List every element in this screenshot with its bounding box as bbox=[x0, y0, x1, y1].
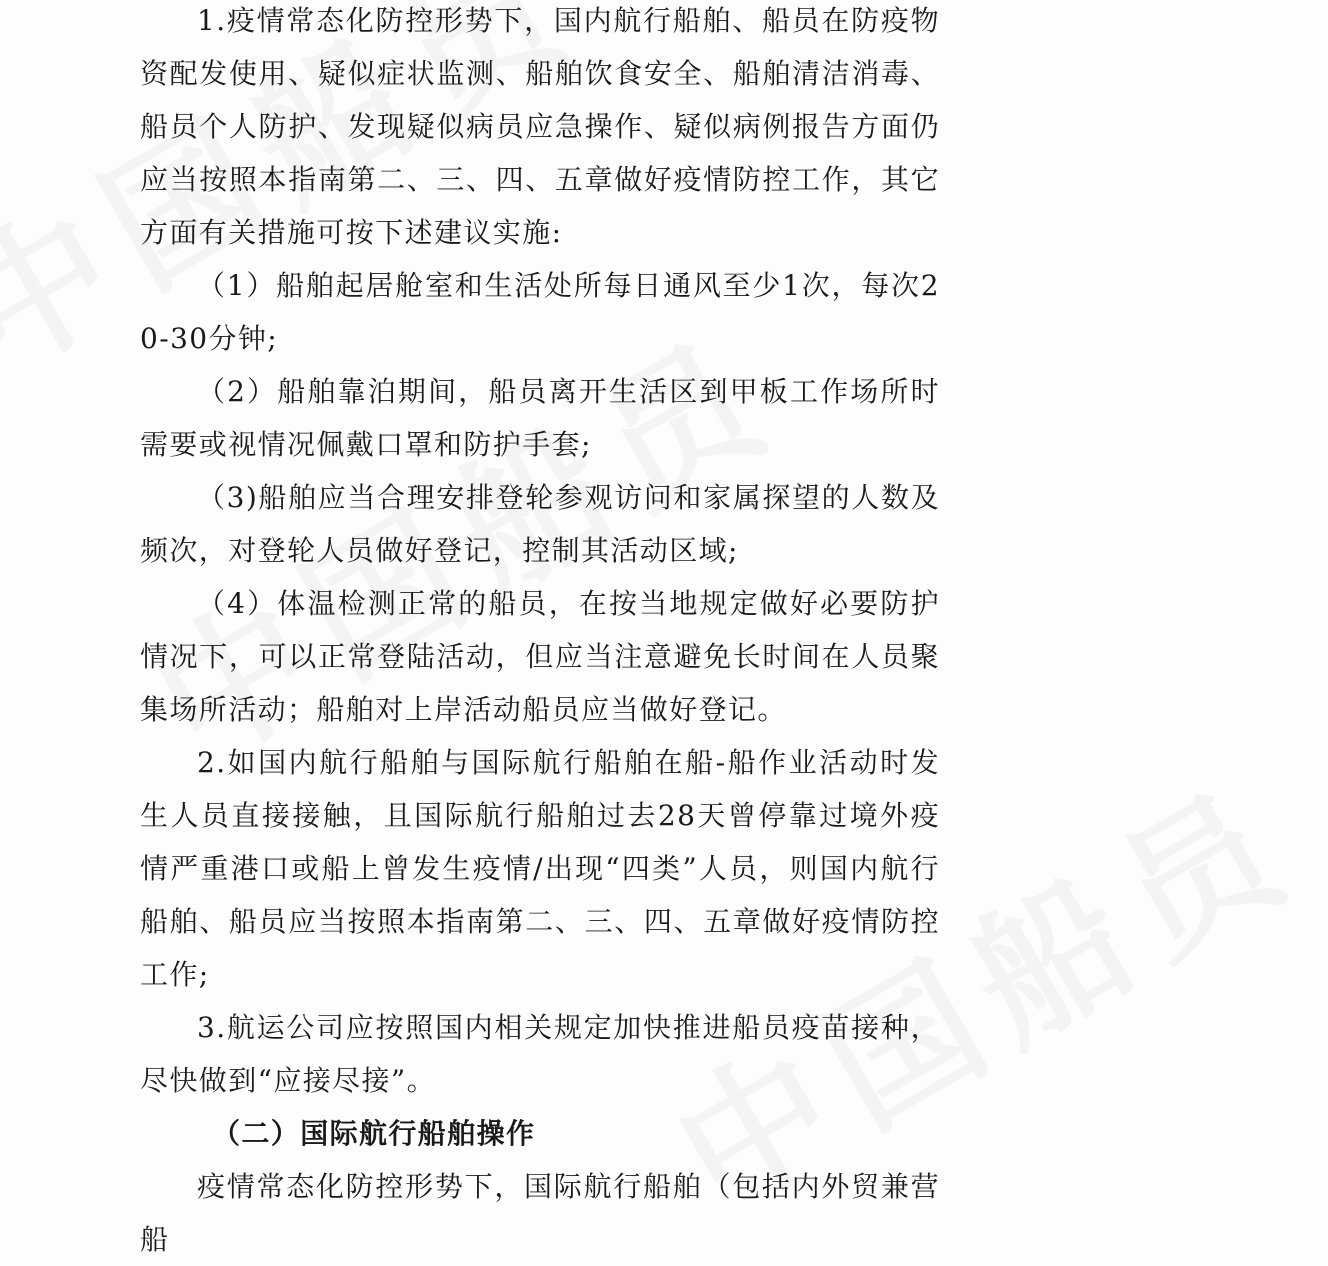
section-heading: （二）国际航行船舶操作 bbox=[212, 1117, 536, 1150]
paragraph-subitem-3: （3)船舶应当合理安排登轮参观访问和家属探望的人数及频次，对登轮人员做好登记，控制其活动区域; bbox=[140, 481, 940, 567]
paragraph-subitem-1: （1）船舶起居舱室和生活处所每日通风至少1次，每次20-30分钟; bbox=[140, 269, 940, 355]
paragraph-partial: 疫情常态化防控形势下，国际航行船舶（包括内外贸兼营船 bbox=[140, 1170, 940, 1256]
paragraph-item-2: 2.如国内航行船舶与国际航行船舶在船-船作业活动时发生人员直接接触，且国际航行船舶过去28天曾停靠过境外疫情严重港口或船上曾发生疫情/出现“四类”人员，则国内航行船舶、船员应当按照本指南第二、三、四、五章做好疫情防控工作; bbox=[140, 746, 940, 991]
document-page bbox=[140, 0, 940, 1256]
paragraph-item-1: 1.疫情常态化防控形势下，国内航行船舶、船员在防疫物资配发使用、疑似症状监测、船舶饮食安全、船舶清洁消毒、船员个人防护、发现疑似病员应急操作、疑似病例报告方面仍应当按照本指南第二、三、四、五章做好疫情防控工作，其它方面有关措施可按下述建议实施: bbox=[140, 4, 940, 249]
paragraph-item-3: 3.航运公司应按照国内相关规定加快推进船员疫苗接种，尽快做到“应接尽接”。 bbox=[140, 1011, 940, 1097]
paragraph-subitem-2: （2）船舶靠泊期间，船员离开生活区到甲板工作场所时需要或视情况佩戴口罩和防护手套; bbox=[140, 375, 940, 461]
paragraph-subitem-4: （4）体温检测正常的船员，在按当地规定做好必要防护情况下，可以正常登陆活动，但应当注意避免长时间在人员聚集场所活动；船舶对上岸活动船员应当做好登记。 bbox=[140, 587, 940, 726]
